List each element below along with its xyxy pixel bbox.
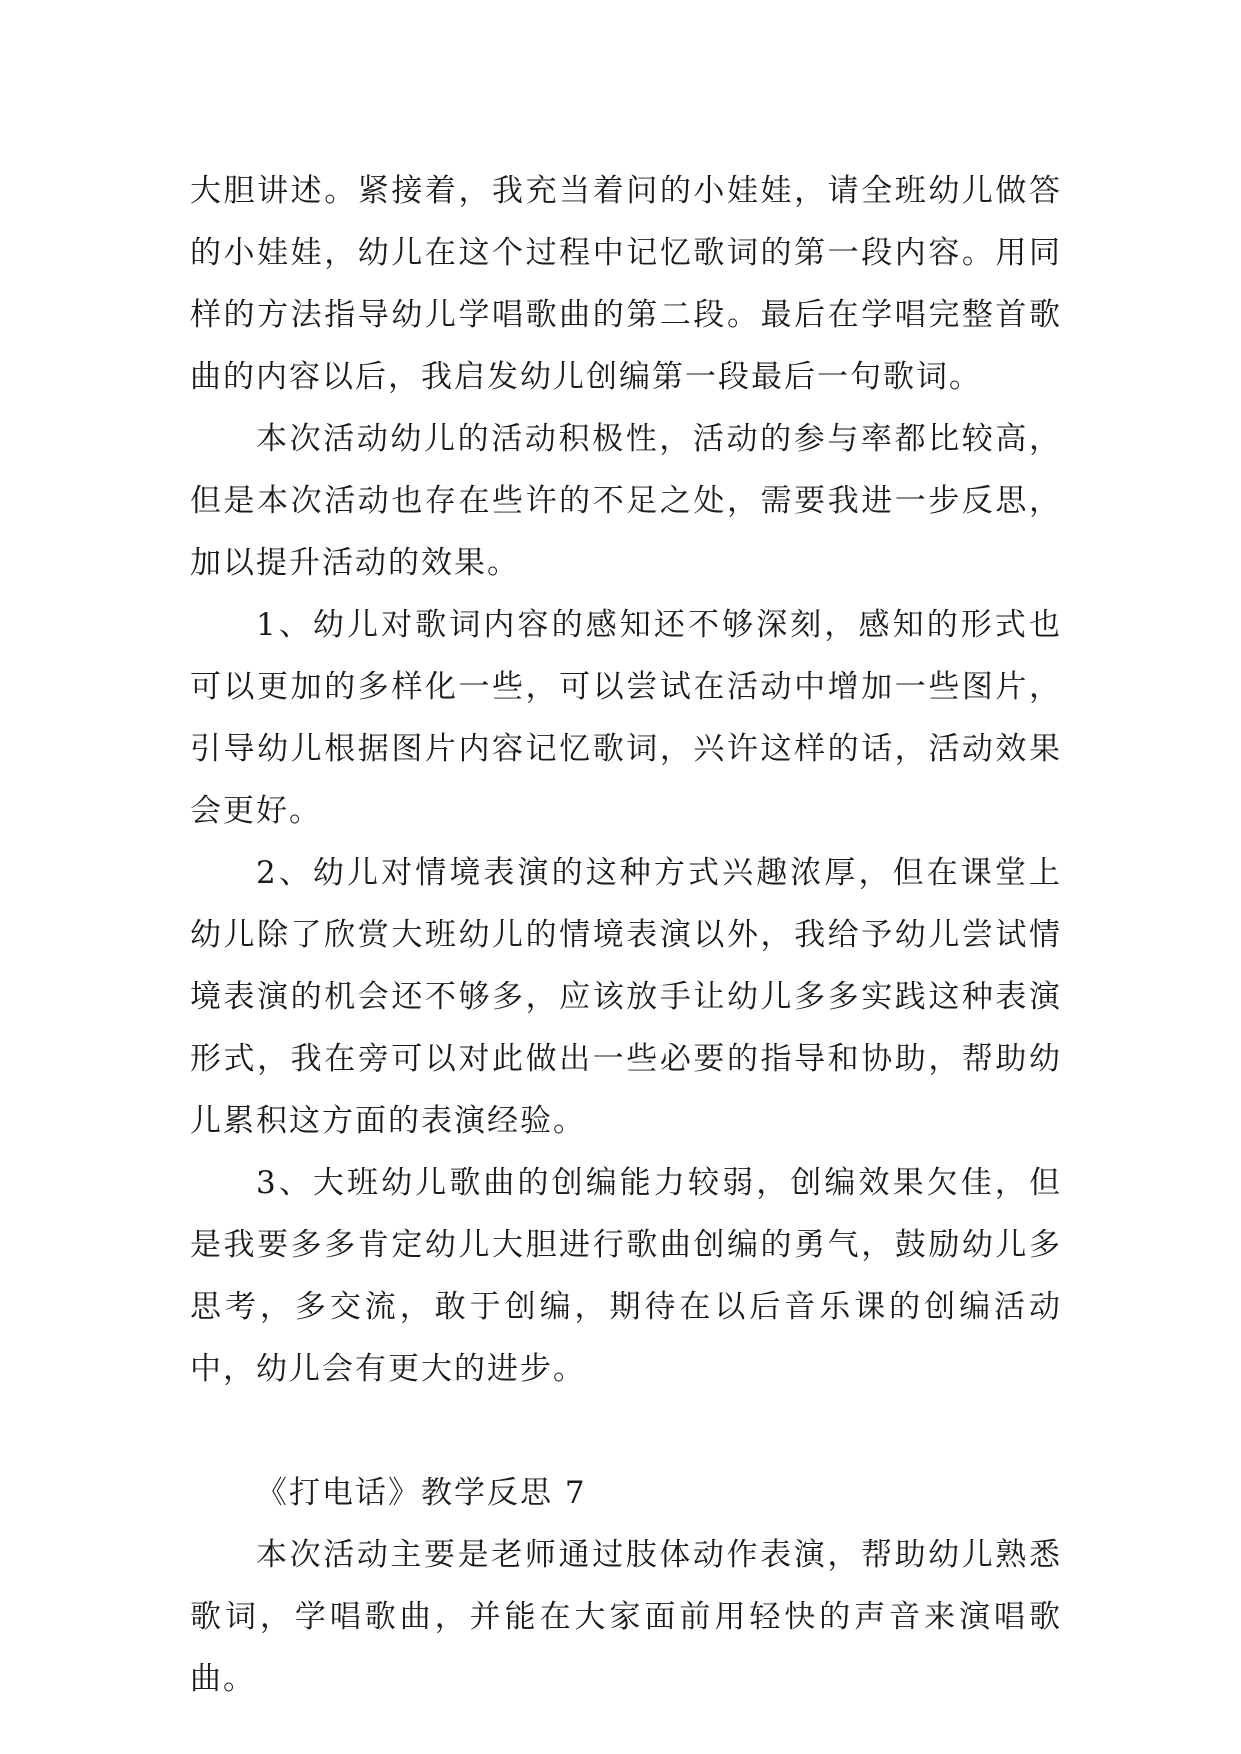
document-body [190,160,1062,1710]
paragraph-point-2: 2、幼儿对情境表演的这种方式兴趣浓厚，但在课堂上幼儿除了欣赏大班幼儿的情境表演以外，我给予幼儿尝试情境表演的机会还不够多，应该放手让幼儿多多实践这种表演形式，我在旁可以对此做出一些必要的指导和协助，帮助幼儿累积这方面的表演经验。 [190,855,1062,1139]
section-paragraph: 本次活动主要是老师通过肢体动作表演，帮助幼儿熟悉歌词，学唱歌曲，并能在大家面前用轻快的声音来演唱歌曲。 [190,1537,1062,1697]
paragraph-summary: 本次活动幼儿的活动积极性，活动的参与率都比较高，但是本次活动也存在些许的不足之处，需要我进一步反思，加以提升活动的效果。 [190,421,1062,581]
paragraph-point-1: 1、幼儿对歌词内容的感知还不够深刻，感知的形式也可以更加的多样化一些，可以尝试在活动中增加一些图片，引导幼儿根据图片内容记忆歌词，兴许这样的话，活动效果会更好。 [190,607,1062,829]
section-spacer [190,1400,1062,1462]
paragraph-point-3: 3、大班幼儿歌曲的创编能力较弱，创编效果欠佳，但是我要多多肯定幼儿大胆进行歌曲创编的勇气，鼓励幼儿多思考，多交流，敢于创编，期待在以后音乐课的创编活动中，幼儿会有更大的进步。 [190,1165,1062,1387]
section-heading: 《打电话》教学反思 7 [256,1475,587,1511]
paragraph-continuation: 大胆讲述。紧接着，我充当着问的小娃娃，请全班幼儿做答的小娃娃，幼儿在这个过程中记忆歌词的第一段内容。用同样的方法指导幼儿学唱歌曲的第二段。最后在学唱完整首歌曲的内容以后，我启发幼儿创编第一段最后一句歌词。 [190,173,1062,395]
